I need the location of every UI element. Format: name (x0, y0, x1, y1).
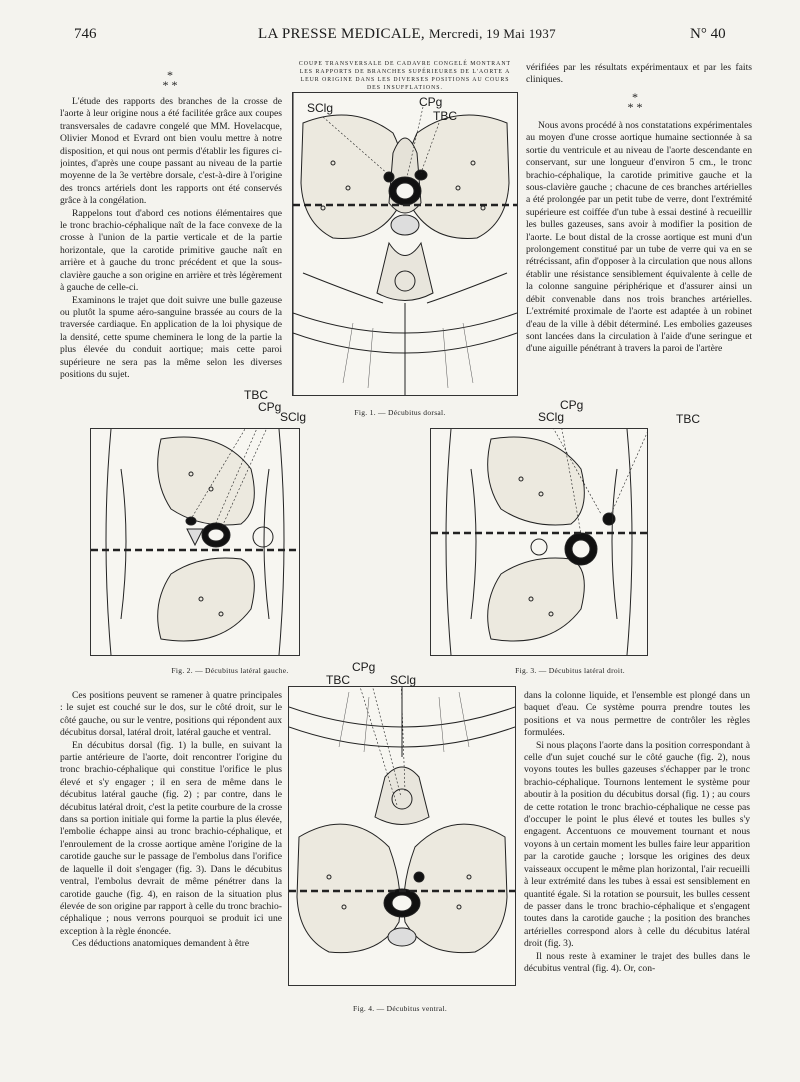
paragraph: dans la colonne liquide, et l'ensemble est plongé dans un baquet d'eau. Ce système pourra prendre toutes les positions et va nous permettre de contrôler les règles formulées. (524, 690, 750, 739)
label-tbc: TBC (433, 109, 457, 123)
figure-1-title: COUPE TRANSVERSALE DE CADAVRE CONGELÉ MONTRANT LES RAPPORTS DE BRANCHES SUPÉRIEURES DE L'AORTE A LEUR ORIGINE DANS LES DIVERSES POSITIONS AU COURS DES INSUFFLATIONS. (298, 61, 512, 91)
paragraph: Examinons le trajet que doit suivre une bulle gazeuse ou plutôt la spume aéro-sanguine brassée au cours de la traversée cardiaque. En application de la loi physique de la densité, cette spume cheminera le long de la partie la plus élevée du conduit aortique; mais cette paroi supérieure ne sera pas la même selon les diverses positions du sujet. (60, 294, 282, 380)
paragraph: En décubitus dorsal (fig. 1) la bulle, en suivant la partie antérieure de l'aorte, doit rencontrer l'origine du tronc brachio-céphalique qui constitue l'orifice le plus élevé et s'y engager ; il en sera de même dans le décubitus latéral gauche (fig. 2) ; par contre, dans le décubitus latéral droit, c'est la petite courbure de la crosse dans sa portion initiale qui forme la partie la plus élevée, l'embolie échappe ainsi au tronc brachio-céphalique, et l'enroulement de la crosse aortique amène l'origine de la carotide gauche sur le passage de l'embolus dans l'orifice de laquelle il doit s'engager (fig. 3). Dans le décubitus ventral, l'embolus devrait de même pénétrer dans la carotide gauche (fig. 4), en raison de la situation plus élevée de son origine par rapport à celle du tronc brachio-céphalique ; nous verrons pourquoi se produit ici une exception à la règle énoncée. (60, 739, 282, 937)
col3-bottom-text (524, 690, 750, 1052)
section-separator-2: * * * (627, 90, 643, 114)
col1-bottom-text (60, 690, 282, 1052)
label-scl: SClg (307, 101, 334, 115)
fig3-label-tbc: TBC (676, 412, 700, 426)
page-number: 746 (74, 26, 97, 42)
issue-number: N° 40 (690, 26, 726, 42)
fig2-label-cpg: CPg (258, 400, 282, 414)
col1-top-text (60, 96, 282, 401)
figure-2 (90, 428, 300, 656)
col3-intro (526, 62, 752, 88)
label-cpg: CPg (419, 95, 443, 109)
fig4-label-cpg: CPg (352, 660, 376, 674)
paragraph: L'étude des rapports des branches de la crosse de l'aorte à leur origine nous a été facilitée grâce aux coupes transversales de cadavre congelé que MM. Hovelacque, Olivier Monod et Evrard ont bien voulu mettre à notre disposition, et qui nous ont permis d'établir les figures ci-jointes, d'après une coupe passant au niveau de la partie moyenne de la 3e vertèbre dorsale, c'est-à-dire à l'origine des troncs artériels dont les rapports ont été conservés grâce à la congélation. (60, 96, 282, 207)
figure-2-caption: Fig. 2. — Décubitus latéral gauche. (171, 666, 289, 675)
section-separator: * * * (162, 68, 178, 92)
paragraph: Nous avons procédé à nos constatations expérimentales au moyen d'une crosse aortique humaine sectionnée à sa sortie du ventricule et au niveau de l'aorte descendante en conservant, sur une longueur d'environ 5 cm., le tronc brachio-céphalique, la carotide primitive gauche et la sous-clavière gauche ; chacune de ces branches artérielles a été prolongée par un petit tube de verre, dont l'extrémité supérieure est coiffée d'un tube à essai destiné à recueillir les bulles gazeuses, sans avoir à modifier la position de l'aorte. Le bout distal de la crosse aortique est muni d'un prolongement constitué par un tube de verre qui va en se rétrécissant, afin d'opposer à la circulation que nous allons établir une résistance sensiblement équivalente à celle de la colonne sanguine périphérique et d'assurer ainsi un débit convenable dans nos trois branches artérielles. L'extrémité proximale de l'aorte est adaptée à un robinet d'eau de la ville à débit déterminé. Les embolies gazeuses sont lancées dans la circulation à l'aide d'une seringue et d'une aiguille pénétrant à travers la paroi de l'artère (526, 120, 752, 355)
paragraph: Ces déductions anatomiques demandent à être (72, 938, 250, 950)
fig2-label-tbc: TBC (244, 388, 268, 402)
fig4-label-scl: SClg (390, 673, 417, 687)
fig2-label-scl: SClg (280, 410, 307, 424)
figure-1 (292, 92, 518, 396)
paragraph: Rappelons tout d'abord ces notions élémentaires que le tronc brachio-céphalique naît de la face convexe de la crosse à l'union de la partie verticale et de la partie horizontale, que la carotide primitive gauche naît en arrière et à gauche du tronc précédent et que la sous-clavière gauche a son origine en arrière et très légèrement à gauche de celle-ci. (60, 207, 282, 294)
fig4-label-tbc: TBC (326, 673, 350, 687)
fig3-label-cpg: CPg (560, 398, 584, 412)
paragraph: Si nous plaçons l'aorte dans la position correspondant à celle d'un sujet couché sur le côté gauche (fig. 2), nous voyons toutes les bulles gazeuses s'échapper par le tronc brachio-céphalique. Tournons lentement le système pour aboutir à la position du décubitus dorsal (fig. 1) ; au cours de cette rotation le tronc brachio-céphalique ne cesse pas d'occuper le point le plus élevé et toutes les bulles s'y engagent. Accentuons ce mouvement tournant et nous voyons à un certain moment les bulles faire leur apparition par la carotide gauche ; lorsque les origines des deux vaisseaux occupent le même plan horizontal, l'air recueilli à leur extrémité dans les tubes à essai est sensiblement en quantité égale. Si la rotation se poursuit, les bulles cessent de passer dans le tronc brachio-céphalique et s'engagent toutes dans la carotide gauche ; la position des branches artérielles correspond alors à celle du décubitus latéral droit (fig. 3). (524, 739, 750, 950)
paragraph: vérifiées par les résultats expérimentaux et par les faits cliniques. (526, 62, 752, 86)
figure-4-caption: Fig. 4. — Décubitus ventral. (352, 1004, 447, 1013)
figure-4 (288, 686, 516, 986)
fig3-label-scl: SClg (538, 410, 565, 424)
figure-1-caption: Fig. 1. — Décubitus dorsal. (354, 408, 446, 417)
figure-3-caption: Fig. 3. — Décubitus latéral droit. (515, 666, 625, 675)
journal-title (258, 26, 556, 43)
paragraph: Il nous reste à examiner le trajet des bulles dans le décubitus ventral (fig. 4). Or, con- (524, 950, 750, 974)
col3-top-text (526, 120, 752, 418)
figure-3 (430, 428, 648, 656)
journal-name: LA PRESSE MEDICALE, (258, 26, 425, 42)
paragraph: Ces positions peuvent se ramener à quatre principales : le sujet est couché sur le dos, sur le côté droit, sur le côté gauche, ou sur le ventre, positions qui répondent aux décubitus dorsal, latéral droit, latéral gauche et ventral. (60, 690, 282, 739)
issue-date: Mercredi, 19 Mai 1937 (429, 26, 556, 41)
